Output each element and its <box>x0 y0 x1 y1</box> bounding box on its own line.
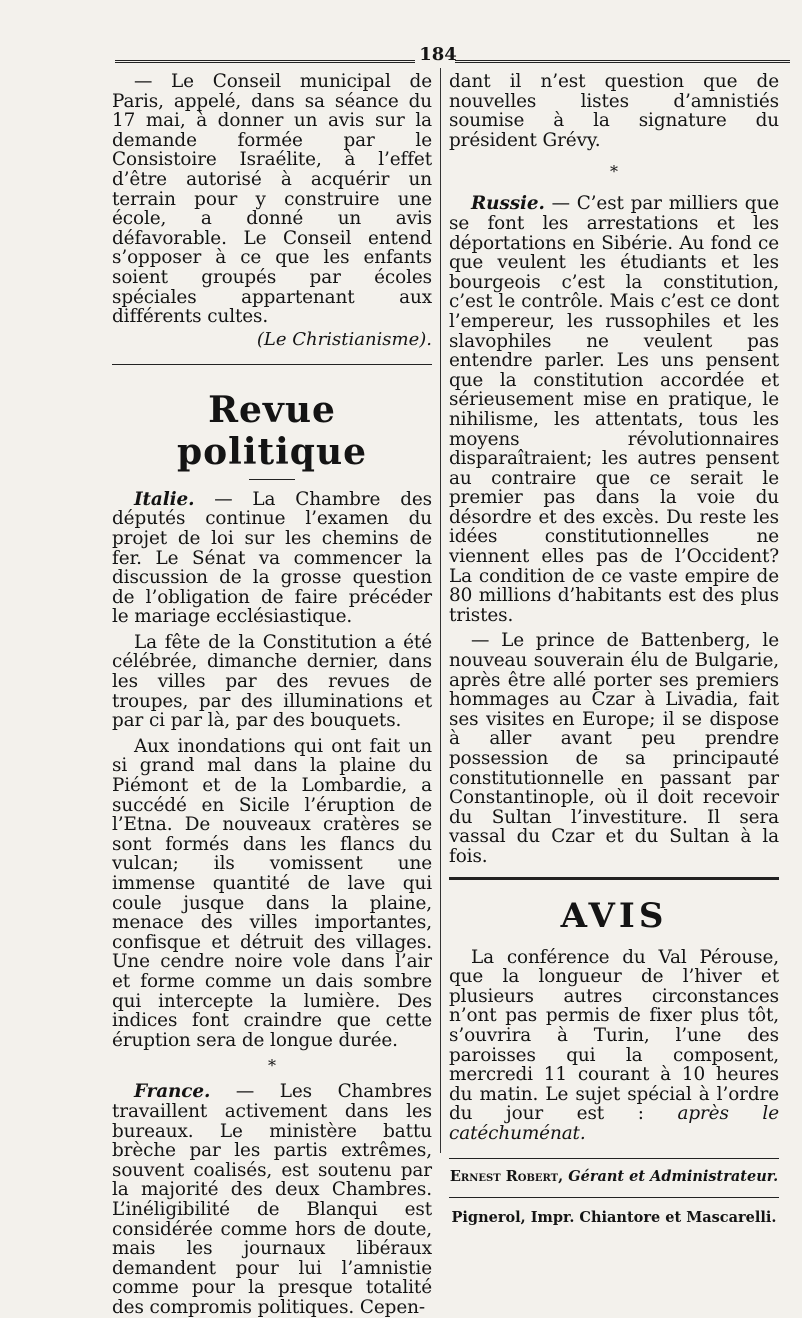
italie-paragraph-3: Aux inondations qui ont fait un si grand mal dans la plaine du Piémont et de la Lombardie, a succédé en Sicile l’éruption de l’Etna. De nouveaux cratères se sont formés dans les flancs du vulcan; ils vomissent une immense quantité de lave qui coule jusque dans la plaine, menace des villes importantes, confisque et détruit des villages. Une cendre noire vole dans l’air et forme comme un dais sombre qui intercepte la lumière. Des indices font craindre que cette éruption sera de longue durée. <box>112 735 432 1051</box>
council-paragraph: — Le Conseil municipal de Paris, appelé, dans sa séance du 17 mai, à donner un avis sur la demande formée par le Consistoire Israélite, à l’effet d’être autorisé à acquérir un terrain pour y construire une école, a donné un avis défavorable. Le Conseil entend s’opposer à ce que les enfants soient groupés par écoles spéciales appartenant aux différents cultes. <box>112 71 432 328</box>
france-continuation: dant il n’est question que de nouvelles listes d’amnistiés soumise à la signature du président Grévy. <box>449 71 779 151</box>
battenberg-paragraph: — Le prince de Battenberg, le nouveau souverain élu de Bulgarie, après être allé porter ses premiers hommages au Czar à Livadia, fait ses visites en Europe; il se dispose à aller avant peu prendre possession de sa principauté constitutionnelle en passant par Constantinople, où il doit recevoir du Sultan l’investiture. Il sera vassal du Czar et du Sultan à la fois. <box>449 630 779 867</box>
avis-notice <box>449 877 779 1144</box>
article-separator: * <box>268 1056 276 1076</box>
russie-lead: Russie. <box>471 193 545 215</box>
italie-paragraph-2: La fête de la Constitution a été célébrée, dimanche dernier, dans les villes par des revues de troupes, par des illuminations et par ci par là, par des bouquets. <box>112 631 432 732</box>
france-paragraph <box>112 1082 432 1317</box>
header-rule-left <box>115 60 415 63</box>
russie-paragraph <box>449 194 779 625</box>
avis-title: AVIS <box>560 895 668 936</box>
header-rule-right <box>455 60 790 63</box>
russie-text: — C’est par milliers que se font les arrestations et les déportations en Sibérie. Au fond ce que veulent les étudiants et les bourgeois c’est la constitution, c’est le contrôle. Mais c’est ce dont l’empereur, les russophiles et les slavophiles ne veulent pas entendre parler. Les uns pensent que la constitution accordée et sérieusement mise en pratique, le nihilisme, les attentats, tous les moyens révolutionnaires disparaîtraient; les autres pensent au contraire que ce serait le premier pas dans la voie du désordre et des excès. Du reste les idées constitutionnelles ne viennent elles pas de l’Occident? La condition de ce vaste empire de 80 millions d’habitants est des plus tristes. <box>449 193 779 626</box>
italie-lead: Italie. <box>134 488 195 510</box>
right-column <box>449 72 779 1228</box>
printer-credit: Pignerol, Impr. Chiantore et Mascarelli. <box>451 1208 777 1226</box>
page-number: 184 <box>419 44 457 65</box>
avis-paragraph <box>449 948 779 1144</box>
left-column <box>112 72 432 1317</box>
italie-paragraph-1 <box>112 490 432 627</box>
avis-text: La conférence du Val Pérouse, que la longueur de l’hiver et plusieurs autres circonstances n’ont pas permis de fixer plus tôt, s’ouvrira à Turin, l’une des paroisses qui la composent, mercredi 11 courant à 10 heures du matin. Le sujet spécial à l’ordre du jour est : <box>449 946 779 1125</box>
manager-role: Gérant et Administrateur. <box>563 1167 779 1185</box>
france-text: — Les Chambres travaillent activement dans les bureaux. Le ministère battu brèche par les partis extrêmes, souvent coalisés, est soutenu par la majorité des deux Chambres. L’inéligibilité de Blanqui est considérée comme hors de doute, mais les journaux libéraux demandent pour lui l’amnistie comme pour la presque totalité des compromis politiques. Cepen- <box>112 1081 432 1318</box>
footer-rule <box>449 1158 779 1159</box>
avis-subject: après le catéchuménat. <box>449 1103 779 1144</box>
council-source: (Le Christianisme). <box>256 328 432 350</box>
manager-credit <box>449 1167 779 1187</box>
section-rule-top <box>112 364 432 365</box>
column-divider <box>440 68 441 1153</box>
section-title-underline <box>249 479 295 480</box>
article-separator: * <box>610 162 618 182</box>
section-title: Revue politique <box>176 388 368 473</box>
manager-name: Ernest Robert, <box>449 1167 564 1185</box>
france-lead: France. <box>134 1081 211 1103</box>
italie-text-1: — La Chambre des députés continue l’examen du projet de loi sur les chemins de fer. Le Sénat va commencer la discussion de la grosse question de l’obligation de faire précéder le mariage ecclésiastique. <box>112 488 432 628</box>
footer-separator <box>449 1197 779 1198</box>
